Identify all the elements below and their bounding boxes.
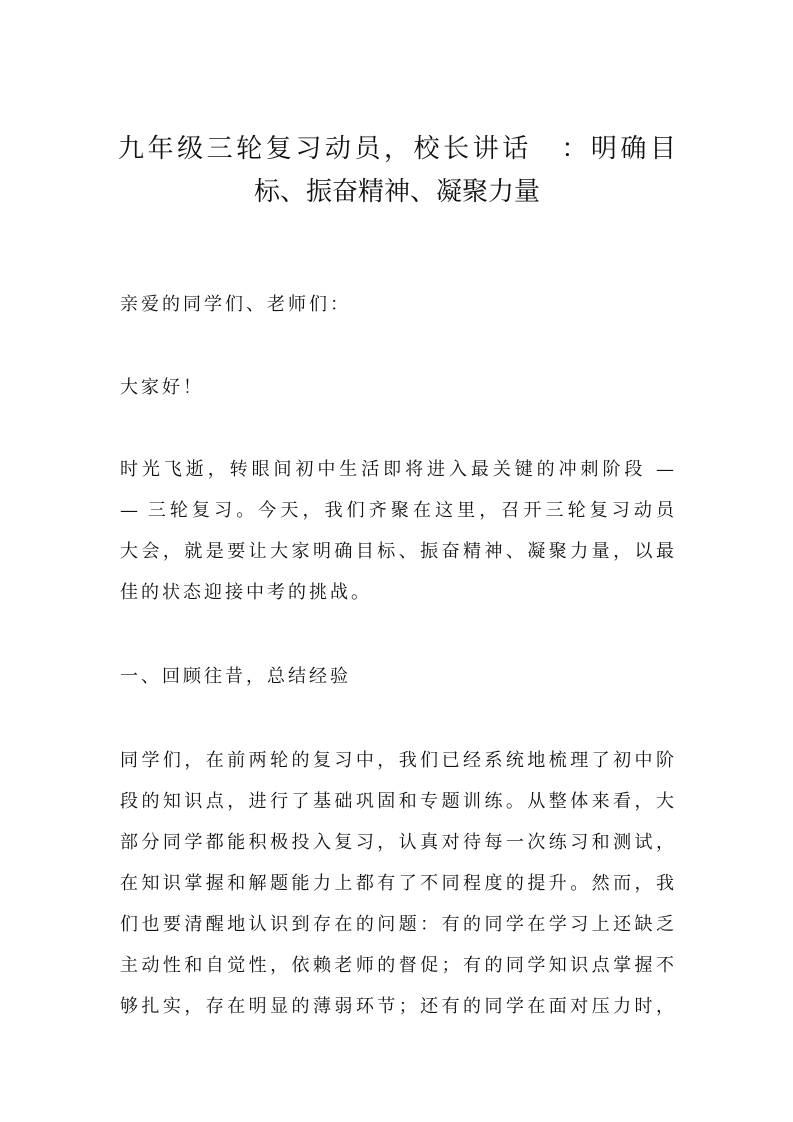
text-line: 同学们，在前两轮的复习中，我们已经系统地梳理了初中阶 xyxy=(120,750,674,771)
title-line-2: 标、振奋精神、凝聚力量 xyxy=(253,177,540,207)
title-line-1: 九年级三轮复习动员，校长讲话 ：明确目 xyxy=(118,134,676,164)
text-line: 大会，就是要让大家明确目标、振奋精神、凝聚力量，以最 xyxy=(120,541,674,562)
greeting: 亲爱的同学们、老师们： xyxy=(120,294,351,315)
text-line: 们也要清醒地认识到存在的问题：有的同学在学习上还缺乏 xyxy=(120,914,674,935)
text-line: 主动性和自觉性，依赖老师的督促；有的同学知识点掌握不 xyxy=(120,955,674,976)
text-line: — 三轮复习。今天，我们齐聚在这里，召开三轮复习动员 xyxy=(120,500,674,521)
text-line: 佳的状态迎接中考的挑战。 xyxy=(120,582,372,603)
text-line: 够扎实，存在明显的薄弱环节；还有的同学在面对压力时， xyxy=(120,996,674,1017)
text-line: 在知识掌握和解题能力上都有了不同程度的提升。然而，我 xyxy=(120,873,674,894)
hello: 大家好！ xyxy=(120,377,204,398)
section-heading: 一、回顾往昔，总结经验 xyxy=(120,666,351,687)
text-line: 部分同学都能积极投入复习，认真对待每一次练习和测试， xyxy=(120,832,674,853)
text-line: 段的知识点，进行了基础巩固和专题训练。从整体来看，大 xyxy=(120,791,674,812)
text-line: 时光飞逝，转眼间初中生活即将进入最关键的冲刺阶段 — xyxy=(120,459,674,480)
